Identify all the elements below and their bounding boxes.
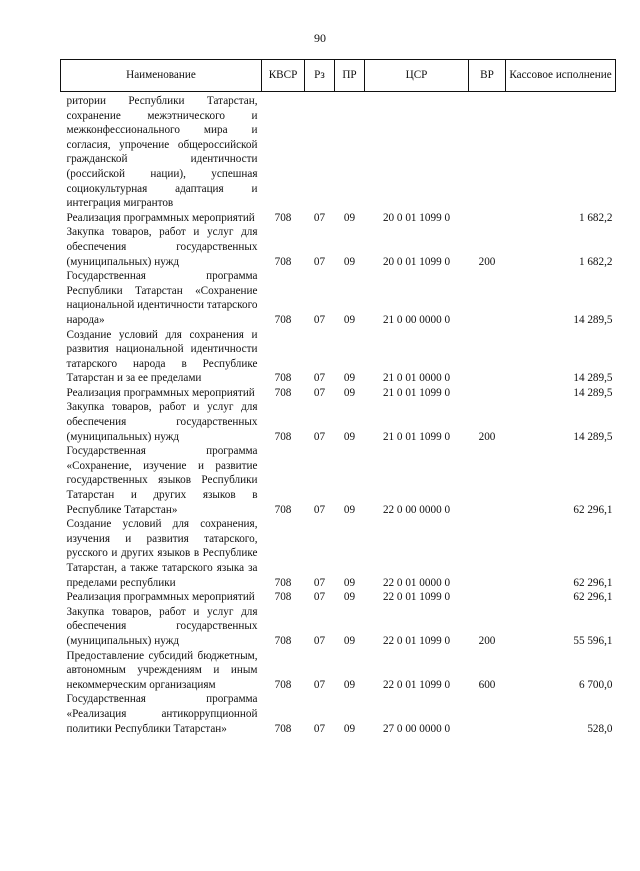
row-kvsr: 708 <box>274 386 292 399</box>
header-vr: ВР <box>469 60 506 92</box>
row-csr: 22 0 00 0000 0 <box>382 503 451 516</box>
row-amount: 1 682,2 <box>578 255 613 268</box>
table-row <box>61 444 616 517</box>
row-csr: 22 0 01 0000 0 <box>382 576 451 589</box>
table-row <box>61 590 616 605</box>
row-kvsr: 708 <box>274 722 292 735</box>
row-rz: 07 <box>313 386 326 399</box>
row-vr <box>469 692 506 736</box>
row-name: Создание условий для сохранения и развития национальной идентичности татарского народа в Республике Татарстан и за ее пределами <box>66 328 258 385</box>
row-vr <box>469 444 506 517</box>
row-amount: 528,0 <box>587 722 613 735</box>
row-vr <box>469 517 506 590</box>
row-csr: 22 0 01 1099 0 <box>382 591 451 604</box>
budget-execution-table <box>60 59 616 736</box>
row-rz: 07 <box>313 634 326 647</box>
row-name: Реализация программных мероприятий <box>66 386 255 399</box>
row-pr: 09 <box>343 722 356 735</box>
row-vr: 200 <box>478 430 496 443</box>
row-rz: 07 <box>313 211 326 224</box>
row-kvsr: 708 <box>274 591 292 604</box>
row-kvsr: 708 <box>274 576 292 589</box>
row-amount: 55 596,1 <box>573 634 613 647</box>
row-amount: 14 289,5 <box>573 386 613 399</box>
row-amount: 6 700,0 <box>578 678 613 691</box>
row-csr: 22 0 01 1099 0 <box>382 634 451 647</box>
row-amount: 14 289,5 <box>573 313 613 326</box>
table-row <box>61 269 616 327</box>
row-name: Закупка товаров, работ и услуг для обеспечения государственных (муниципальных) нужд <box>66 605 258 647</box>
row-pr: 09 <box>343 211 356 224</box>
row-pr: 09 <box>343 591 356 604</box>
row-rz: 07 <box>313 372 326 385</box>
row-csr: 20 0 01 1099 0 <box>382 211 451 224</box>
header-cash-execution: Кассовое исполнение <box>506 60 616 92</box>
row-kvsr: 708 <box>274 430 292 443</box>
page-number: 90 <box>314 31 326 45</box>
header-kvsr: КВСР <box>262 60 305 92</box>
row-rz: 07 <box>313 503 326 516</box>
row-pr: 09 <box>343 678 356 691</box>
table-row <box>61 225 616 269</box>
row-name: Создание условий для сохранения, изучения и развития татарского, русского и других языков в Республике Татарстан, а также татарского языка за пределами республики <box>66 518 258 589</box>
row-pr: 09 <box>343 372 356 385</box>
row-pr: 09 <box>343 430 356 443</box>
row-rz: 07 <box>313 678 326 691</box>
row-kvsr: 708 <box>274 313 292 326</box>
table-row <box>61 692 616 736</box>
row-kvsr: 708 <box>274 211 292 224</box>
row-vr <box>469 590 506 605</box>
table-body <box>61 92 616 737</box>
row-csr: 21 0 01 1099 0 <box>382 386 451 399</box>
row-vr <box>469 386 506 401</box>
row-name: Государственная программа «Реализация антикоррупционной политики Республики Татарстан» <box>66 693 258 735</box>
row-vr: 200 <box>478 634 496 647</box>
row-amount: 14 289,5 <box>573 430 613 443</box>
row-vr <box>469 328 506 386</box>
row-pr: 09 <box>343 503 356 516</box>
row-rz: 07 <box>313 576 326 589</box>
row-rz: 07 <box>313 591 326 604</box>
row-name: Реализация программных мероприятий <box>66 211 255 224</box>
row-vr <box>469 269 506 327</box>
continuation-text: ритории Республики Татарстан, сохранение межэтнического и межконфессионального мира и согласия, упрочение общероссийской гражданской идентичности (российской нации), успешная социокультурная адаптация и интеграция мигрантов <box>66 95 258 210</box>
table-row <box>61 400 616 444</box>
row-kvsr: 708 <box>274 678 292 691</box>
row-csr: 20 0 01 1099 0 <box>382 255 451 268</box>
row-amount: 1 682,2 <box>578 211 613 224</box>
row-name: Предоставление субсидий бюджетным, автономным учреждениям и иным некоммерческим организациям <box>66 649 258 691</box>
row-rz: 07 <box>313 722 326 735</box>
row-csr: 21 0 00 0000 0 <box>382 313 451 326</box>
row-kvsr: 708 <box>274 255 292 268</box>
row-vr: 200 <box>478 255 496 268</box>
table-row <box>61 605 616 649</box>
row-csr: 21 0 01 1099 0 <box>382 430 451 443</box>
row-kvsr: 708 <box>274 634 292 647</box>
row-rz: 07 <box>313 430 326 443</box>
row-amount: 62 296,1 <box>573 591 613 604</box>
row-name: Государственная программа Республики Татарстан «Сохранение национальной идентичности татарского народа» <box>66 270 258 326</box>
row-vr <box>469 211 506 226</box>
row-pr: 09 <box>343 255 356 268</box>
table-row <box>61 517 616 590</box>
table-row <box>61 649 616 693</box>
continuation-row <box>61 92 616 211</box>
row-kvsr: 708 <box>274 503 292 516</box>
row-csr: 21 0 01 0000 0 <box>382 372 451 385</box>
row-name: Закупка товаров, работ и услуг для обеспечения государственных (муниципальных) нужд <box>66 226 258 268</box>
row-name: Реализация программных мероприятий <box>66 591 255 604</box>
row-pr: 09 <box>343 634 356 647</box>
row-amount: 62 296,1 <box>573 576 613 589</box>
header-pr: ПР <box>335 60 365 92</box>
table-header-row <box>61 60 616 92</box>
row-amount: 62 296,1 <box>573 503 613 516</box>
header-csr: ЦСР <box>365 60 469 92</box>
header-rz: Рз <box>305 60 335 92</box>
row-kvsr: 708 <box>274 372 292 385</box>
row-pr: 09 <box>343 576 356 589</box>
row-pr: 09 <box>343 313 356 326</box>
row-vr: 600 <box>478 678 496 691</box>
row-name: Закупка товаров, работ и услуг для обеспечения государственных (муниципальных) нужд <box>66 401 258 443</box>
table-row <box>61 386 616 401</box>
table-row <box>61 328 616 386</box>
row-name: Государственная программа «Сохранение, изучение и развитие государственных языков Республики Татарстан и других языков в Республике Татарстан» <box>66 445 258 516</box>
row-amount: 14 289,5 <box>573 372 613 385</box>
header-name: Наименование <box>61 60 262 92</box>
table-row <box>61 211 616 226</box>
row-rz: 07 <box>313 313 326 326</box>
row-csr: 27 0 00 0000 0 <box>382 722 451 735</box>
row-pr: 09 <box>343 386 356 399</box>
row-csr: 22 0 01 1099 0 <box>382 678 451 691</box>
row-rz: 07 <box>313 255 326 268</box>
